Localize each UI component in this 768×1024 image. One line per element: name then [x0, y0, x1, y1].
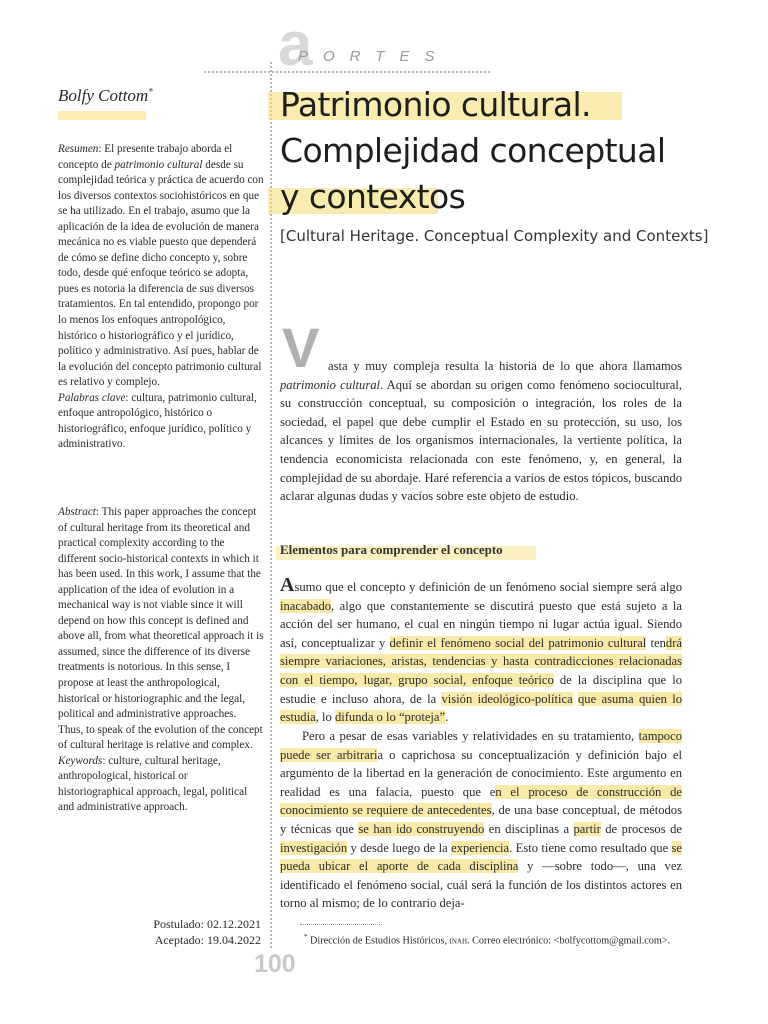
footnote-divider: [300, 924, 382, 925]
keywords-list: : culture, cultural heritage, anthropological, historical or historiographical approach, legal, political and administrative approach.: [58, 754, 248, 814]
abstract-english: Abstract: This paper approaches the concept of cultural heritage from its theoretical and practical complexity according to the different socio-historical contexts in which it has been used. In this work, I assume that the application of the idea of evolution in a mechanical way is not viable since it will depend on how this concept is defined and above all, from what theoretical approach it is assumed, since the difference of its diverse treatments is notorious. In this sense, I propose at least the anthropological, historical or historiographic and the legal, political and administrative approaches. Thus, to speak of the evolution of the concept of cultural heritage is relative and complex. Keywords: culture, cultural heritage, anthropological, historical or historiographical approach, legal, political and administrative approach.: [58, 506, 264, 814]
abstract-spanish: Resumen: El presente trabajo aborda el concepto de patrimonio cultural desde su complejidad teórica y práctica de acuerdo con los diversos contextos sociohistóricos en que se ha utilizado. En el trabajo, asumo que la aplicación de la idea de evolución de manera mecánica no es viable puesto que dependerá de cómo se define dicho concepto y, sobre todo, desde qué enfoque teórico se adopta, pues es notoria la diferencia de sus diversos tratamientos. En tal entendido, propongo por lo menos los enfoques antropológico, histórico o historiográfico y el jurídico, político y administrativo. Así pues, hablar de la evolución del concepto patrimonio cultural es relativo y complejo. Palabras clave: cultura, patrimonio cultural, enfoque antropológico, histórico o historiográfico, enfoque jurídico, político y administrativo.: [58, 143, 264, 451]
section-name: PORTES: [298, 48, 450, 65]
body-paragraph: Pero a pesar de esas variables y relatividades en su tratamiento, tampoco puede ser arbitraria o caprichosa su conceptualización y definición bajo el argumento de la libertad en la generación de conocimiento. Este argumento en realidad es una falacia, puesto que en el proceso de construcción de conocimiento se requiere de antecedentes, de una base conceptual, de métodos y técnicas que se han ido construyendo en disciplinas a partir de procesos de investigación y desde luego de la experiencia. Esto tiene como resultado que se pueda ubicar el aporte de cada disciplina y —sobre todo—, una vez identificado el fenómeno social, cuál será la función de los distintos actores en torno al mismo; de lo contrario deja-: [280, 729, 682, 911]
section-heading: Elementos para comprender el concepto: [280, 542, 503, 557]
body-paragraph: Asumo que el concepto y definición de un fenómeno social siempre será algo inacabado, algo que constantemente se discutirá puesto que está sujeto a la acción del ser humano, el cual en ningún tiempo ni lugar actúa igual. Siendo así, conceptualizar y definir el fenómeno social del patrimonio cultural tendrá siempre variaciones, aristas, tendencias y hasta contradicciones relacionadas con el tiempo, lugar, grupo social, enfoque teórico de la disciplina que lo estudie e incluso ahora, de la visión ideológico-política que asuma quien lo estudia, lo difunda o lo “proteja”.: [280, 574, 683, 725]
submitted-date: Postulado: 02.12.2021: [153, 917, 261, 931]
article-subtitle: [Cultural Heritage. Conceptual Complexity and Contexts]: [280, 227, 709, 245]
keywords-label: Palabras clave: [58, 391, 126, 404]
section-logo-letter: a: [278, 10, 313, 79]
author-highlight: [58, 111, 146, 120]
author-name: Bolfy Cottom*: [58, 86, 153, 105]
intro-paragraph: asta y muy compleja resulta la historia de lo que ahora llamamos patrimonio cultural. Aquí se abordan su origen como fenómeno sociocultural, su construcción conceptual, su composición o integración, los roles de la sociedad, el papel que debe cumplir el Estado en su protección, su uso, los alcances y límites de los organismos internacionales, la vertiente política, la tendencia economicista relacionada con este fenómeno, y, en general, la complejidad de su abordaje. Haré referencia a varios de estos tópicos, buscando aclarar algunas dudas y vacíos sobre este objeto de estudio.: [280, 359, 682, 504]
article-title: Patrimonio cultural. Complejidad conceptual y contextos: [280, 85, 666, 216]
drop-cap: V: [282, 316, 320, 379]
header-divider: [204, 71, 490, 73]
keywords-list: : cultura, patrimonio cultural, enfoque antropológico, histórico o historiográfico, enfoque jurídico, político y administrativo.: [58, 391, 257, 451]
abstract-label: Resumen: [58, 143, 99, 155]
page-number: 100: [254, 950, 296, 978]
keywords-label: Keywords: [58, 754, 103, 767]
author-footnote-mark: *: [148, 86, 153, 97]
paragraph-initial: A: [280, 574, 295, 596]
abstract-label: Abstract: [58, 506, 96, 518]
publication-dates: [58, 916, 261, 948]
footnote: * Dirección de Estudios Históricos, inah. Correo electrónico: <bolfycottom@gmail.com>.: [304, 933, 671, 947]
accepted-date: Aceptado: 19.04.2022: [154, 933, 261, 947]
